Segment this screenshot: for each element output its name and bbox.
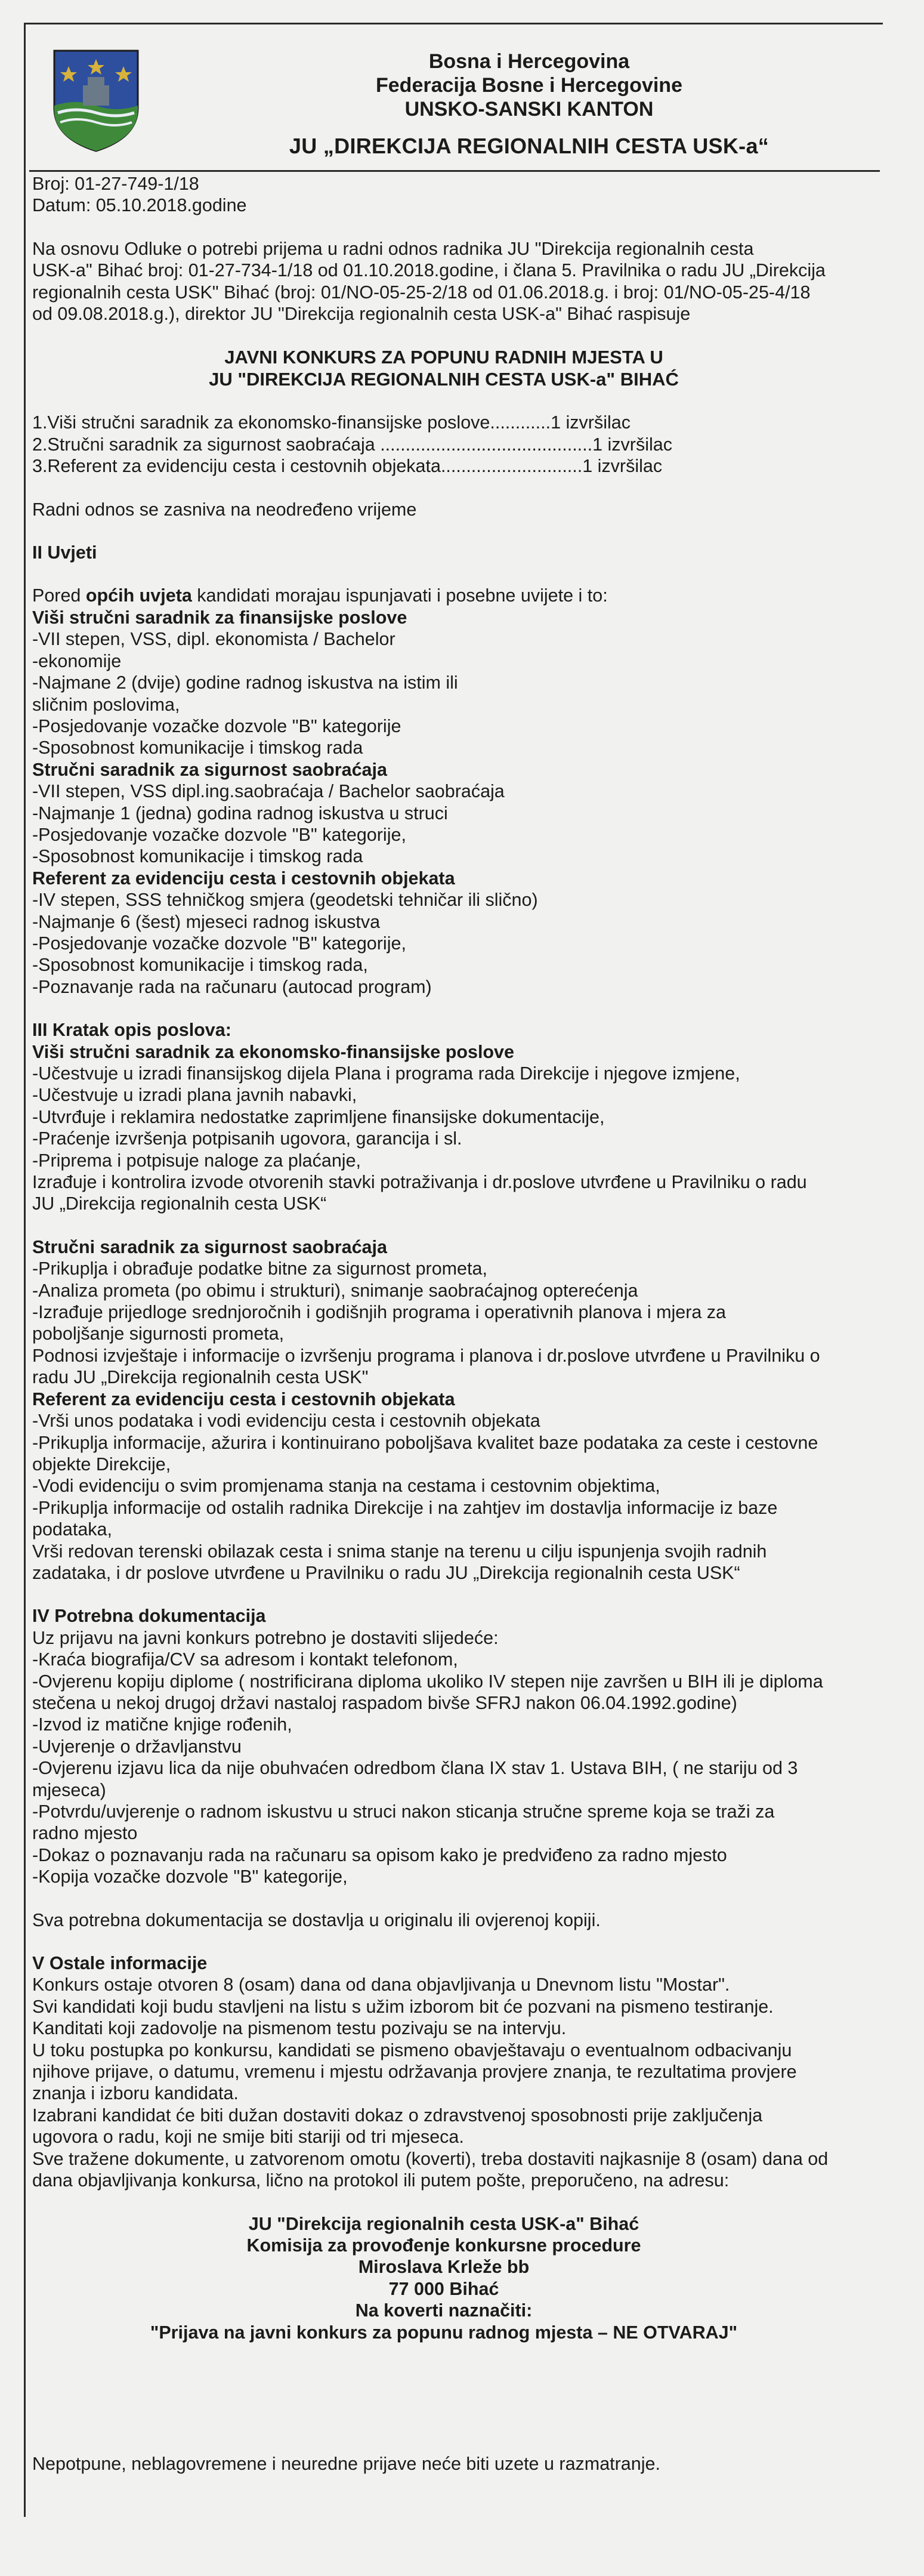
text-line: -Učestvuje u izradi finansijskog dijela Plana i programa rada Direkcije i njegove izmjene, [32, 1063, 740, 1084]
text-line: -Prikuplja informacije od ostalih radnika Direkcije i na zahtjev im dostavlja informacije iz baze [32, 1497, 778, 1518]
text-line: Na osnovu Odluke o potrebi prijema u radni odnos radnika JU "Direkcija regionalnih cesta [32, 238, 754, 259]
text-line: -VII stepen, VSS dipl.ing.saobraćaja / Bachelor saobraćaja [32, 781, 505, 802]
address-line: JU "Direkcija regionalnih cesta USK-a" Bihać [248, 2213, 639, 2234]
text-line: -Vodi evidenciju o svim promjenama stanja na cestama i cestovnim objektima, [32, 1476, 660, 1497]
address-line: Miroslava Krleže bb [358, 2257, 530, 2278]
text-line: -Posjedovanje vozačke dozvole "B" kategorije [32, 715, 401, 736]
text-line: stečena u nekoj drugoj državi nastaloj raspadom bivše SFRJ nakon 06.04.1992.godine) [32, 1692, 737, 1713]
text-line: U toku postupka po konkursu, kandidati se pismeno obavještavaju o eventualnom odbacivanju [32, 2040, 792, 2060]
position-item: 2.Stručni saradnik za sigurnost saobraćaja ..........................................1 izvršilac [32, 434, 672, 455]
text-line: -VII stepen, VSS, dipl. ekonomista / Bachelor [32, 629, 395, 650]
text-line: podataka, [32, 1519, 112, 1540]
text-line: Svi kandidati koji budu stavljeni na listu s užim izborom bit će pozvani na pismeno testiranje. [32, 1996, 774, 2017]
text-line: -Potvrdu/uvjerenje o radnom iskustvu u struci nakon sticanja stručne spreme koja se traži za [32, 1801, 775, 1822]
text-line: -Prikuplja informacije, ažurira i kontinuirano poboljšava kvalitet baze podataka za ceste i cestovne [32, 1432, 818, 1453]
text-line: -Sposobnost komunikacije i timskog rada [32, 846, 363, 867]
text-span: kandidati morajau ispunjavati i posebne uvijete i to: [191, 585, 608, 606]
text-line: -Posjedovanje vozačke dozvole "B" kategorije, [32, 824, 406, 845]
text-line: -Sposobnost komunikacije i timskog rada, [32, 955, 368, 976]
document-date: Datum: 05.10.2018.godine [32, 195, 247, 216]
text-line: -Najmanje 6 (šest) mjeseci radnog iskustva [32, 911, 381, 932]
group-title: Referent za evidenciju cesta i cestovnih objekata [32, 1389, 455, 1409]
position-item: 1.Viši stručni saradnik za ekonomsko-finansijske poslove............1 izvršilac [32, 412, 631, 433]
conditions-intro [32, 585, 855, 606]
text-line: od 09.08.2018.g.), direktor JU "Direkcija regionalnih cesta USK-a" Bihać raspisuje [32, 304, 691, 325]
text-line: njihove prijave, o datumu, vremenu i mjestu održavanja provjere znanja, te rezultatima provjere [32, 2062, 797, 2083]
group-title: Stručni saradnik za sigurnost saobraćaja [32, 1236, 387, 1257]
text-line: sličnim poslovima, [32, 694, 180, 715]
title-line: JU "DIREKCIJA REGIONALNIH CESTA USK-a" BIHAĆ [209, 369, 679, 390]
institution-name: JU „DIREKCIJA REGIONALNIH CESTA USK-a“ [289, 134, 770, 158]
text-line: -Dokaz o poznavanju rada na računaru sa opisom kako je predviđeno za radno mjesto [32, 1844, 727, 1865]
country-line: Bosna i Hercegovina [428, 50, 630, 73]
announcement-body [32, 173, 855, 2343]
canton-line: UNSKO-SANSKI KANTON [404, 98, 654, 121]
text-span-bold: općih uvjeta [85, 585, 192, 606]
text-line: -IV stepen, SSS tehničkog smjera (geodetski tehničar ili slično) [32, 890, 538, 911]
group-title: Viši stručni saradnik za finansijske poslove [32, 607, 407, 628]
text-line: Kanditati koji zadovolje na pismenom testu pozivaju se na intervju. [32, 2018, 567, 2039]
text-line: -Priprema i potpisuje naloge za plaćanje, [32, 1150, 361, 1171]
coat-of-arms-icon [52, 48, 140, 153]
document-number: Broj: 01-27-749-1/18 [32, 174, 199, 194]
positions-list [32, 412, 855, 477]
text-line: -Sposobnost komunikacije i timskog rada [32, 738, 363, 758]
section-heading-opis: III Kratak opis poslova: [32, 1020, 231, 1041]
text-line: -Uvjerenje o državljanstvu [32, 1736, 242, 1757]
group-title: Viši stručni saradnik za ekonomsko-finansijske poslove [32, 1041, 514, 1062]
text-line: radno mjesto [32, 1823, 138, 1844]
text-line: -Vrši unos podataka i vodi evidenciju cesta i cestovnih objekata [32, 1411, 540, 1432]
federation-line: Federacija Bosne i Hercegovine [376, 74, 682, 97]
text-line: -Poznavanje rada na računaru (autocad program) [32, 976, 432, 997]
position-item: 3.Referent za evidenciju cesta i cestovnih objekata............................1 izvršilac [32, 456, 663, 477]
mailing-address [32, 2213, 855, 2343]
text-line: USK-a" Bihać broj: 01-27-734-1/18 od 01.10.2018.godine, i člana 5. Pravilnika o radu JU „Direkcija [32, 260, 826, 281]
text-line: -Kopija vozačke dozvole "B" kategorije, [32, 1867, 348, 1887]
title-line: JAVNI KONKURS ZA POPUNU RADNIH MJESTA U [224, 347, 663, 368]
text-line: -Ovjerenu kopiju diplome ( nostrificirana diploma ukoliko IV stepen nije završen u BIH ili je diploma [32, 1671, 823, 1692]
text-line: -ekonomije [32, 650, 122, 671]
text-line: ugovora o radu, koji ne smije biti stariji od tri mjeseca. [32, 2127, 464, 2148]
text-line: -Prikuplja i obrađuje podatke bitne za sigurnost prometa, [32, 1258, 487, 1279]
section-heading-uvjeti: II Uvjeti [32, 542, 97, 563]
group-title: Referent za evidenciju cesta i cestovnih objekata [32, 868, 455, 889]
section-heading-dokumentacija: IV Potrebna dokumentacija [32, 1606, 266, 1627]
intro-paragraph [32, 238, 855, 325]
address-line: 77 000 Bihać [388, 2278, 499, 2299]
text-line: -Izrađuje prijedloge srednjoročnih i godišnjih programa i operativnih planova i mjera za [32, 1302, 727, 1323]
text-line: -Analiza prometa (po obimu i strukturi), snimanje saobraćajnog opterećenja [32, 1280, 638, 1301]
section-heading-ostale: V Ostale informacije [32, 1953, 208, 1974]
text-line: mjeseca) [32, 1779, 106, 1800]
text-line: poboljšanje sigurnosti prometa, [32, 1324, 285, 1344]
text-line: -Najmane 2 (dvije) godine radnog iskustva na istim ili [32, 672, 458, 693]
text-line: -Najmanje 1 (jedna) godina radnog iskustva u struci [32, 803, 448, 823]
footer-note: Nepotpune, neblagovremene i neuredne prijave neće biti uzete u razmatranje. [32, 2454, 660, 2474]
address-line: Na koverti naznačiti: [355, 2300, 533, 2321]
text-line: Uz prijavu na javni konkurs potrebno je dostaviti slijedeće: [32, 1627, 499, 1648]
text-line: dana objavljivanja konkursa, lično na protokol ili putem pošte, preporučeno, na adresu: [32, 2170, 730, 2191]
text-line: Izabrani kandidat će biti dužan dostaviti dokaz o zdravstvenoj sposobnosti prije zaključenja [32, 2105, 763, 2125]
text-line: znanja i izboru kandidata. [32, 2083, 239, 2104]
text-line: -Posjedovanje vozačke dozvole "B" kategorije, [32, 933, 406, 954]
competition-title [32, 346, 855, 390]
text-line: Podnosi izvještaje i informacije o izvršenju programa i planova i dr.poslove utvrđene u Pravilniku o [32, 1345, 820, 1366]
documents-closing-note: Sva potrebna dokumentacija se dostavlja u originalu ili ovjerenoj kopiji. [32, 1909, 601, 1930]
text-line: -Kraća biografija/CV sa adresom i kontakt telefonom, [32, 1649, 458, 1670]
text-line: -Praćenje izvršenja potpisanih ugovora, garancija i sl. [32, 1128, 462, 1149]
text-line: -Izvod iz matične knjige rođenih, [32, 1714, 292, 1735]
header [29, 28, 880, 172]
address-line: Komisija za provođenje konkursne procedure [246, 2235, 641, 2256]
address-line: "Prijava na javni konkurs za popunu radnog mjesta – NE OTVARAJ" [150, 2322, 738, 2343]
text-line: -Ovjerenu izjavu lica da nije obuhvaćen odredbom člana IX stav 1. Ustava BIH, ( ne stariju od 3 [32, 1758, 798, 1779]
text-line: JU „Direkcija regionalnih cesta USK“ [32, 1193, 327, 1214]
text-line: Izrađuje i kontrolira izvode otvorenih stavki potraživanja i dr.poslove utvrđene u Pravilniku o radu [32, 1172, 807, 1193]
text-line: Vrši redovan terenski obilazak cesta i snima stanje na terenu u cilju ispunjenja svojih radnih [32, 1541, 767, 1562]
text-line: -Utvrđuje i reklamira nedostatke zaprimljene finansijske dokumentacije, [32, 1106, 605, 1127]
group-title: Stručni saradnik za sigurnost saobraćaja [32, 759, 387, 780]
text-line: radu JU „Direkcija regionalnih cesta USK" [32, 1367, 369, 1388]
text-line: regionalnih cesta USK" Bihać (broj: 01/NO-05-25-2/18 od 01.06.2018.g. i broj: 01/NO-05-25-4/18 [32, 282, 811, 303]
text-span: Pored [32, 585, 86, 606]
text-line: Sve tražene dokumente, u zatvorenom omotu (koverti), treba dostaviti najkasnije 8 (osam) dana od [32, 2148, 829, 2169]
text-line: Konkurs ostaje otvoren 8 (osam) dana od dana objavljivanja u Dnevnom listu "Mostar". [32, 1975, 730, 1995]
text-line: zadataka, i dr poslove utvrđene u Pravilniku o radu JU „Direkcija regionalnih cesta USK“ [32, 1562, 740, 1583]
text-line: objekte Direkcije, [32, 1454, 171, 1474]
employment-type: Radni odnos se zasniva na neodređeno vrijeme [32, 499, 417, 520]
text-line: -Učestvuje u izradi plana javnih nabavki, [32, 1085, 357, 1106]
